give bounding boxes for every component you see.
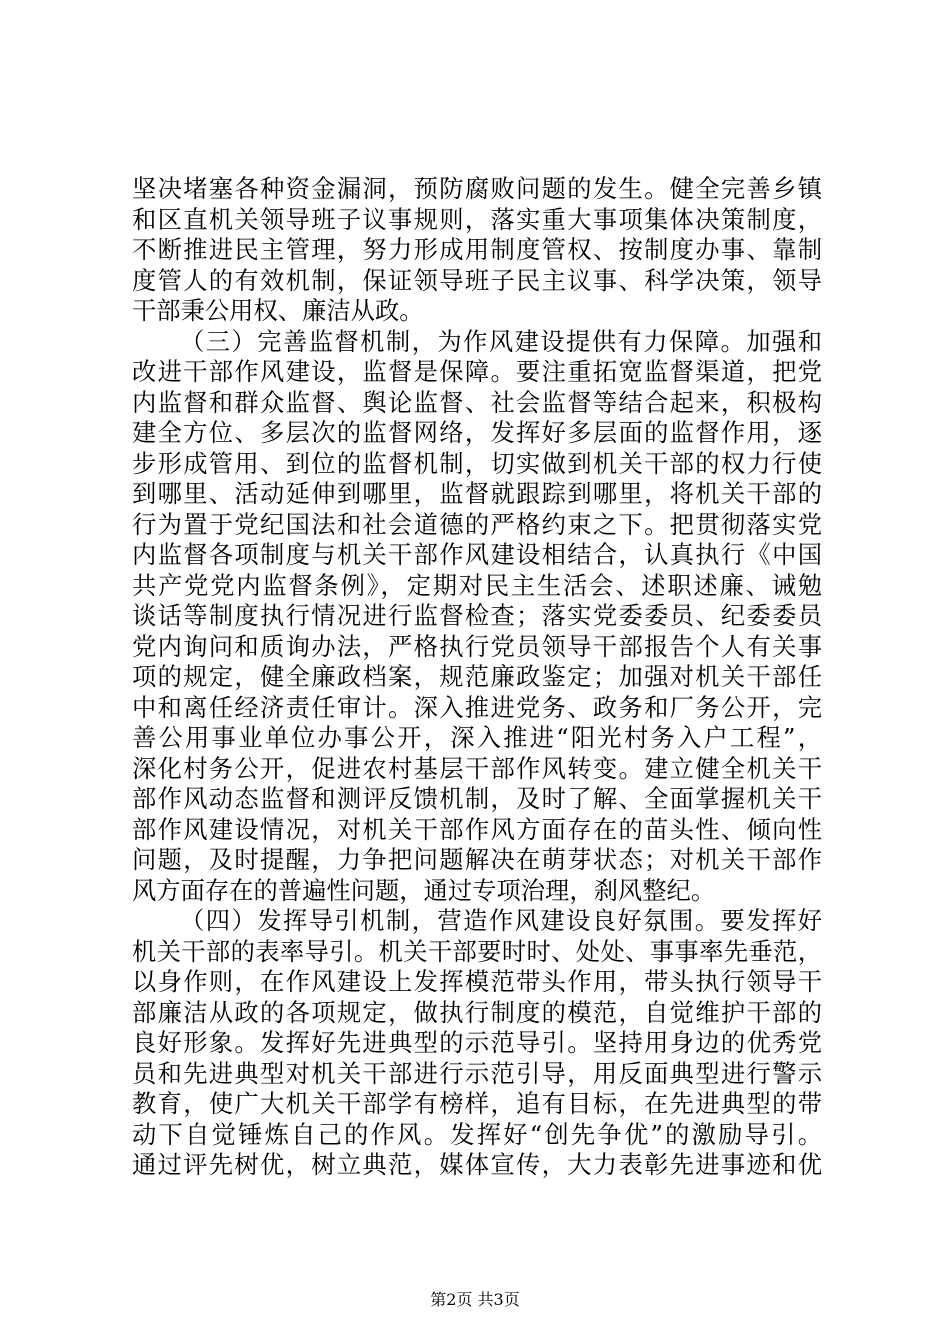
text-line: 中和离任经济责任审计。深入推进党务、政务和厂务公开，完	[132, 692, 822, 722]
text-line: 部作风建设情况，对机关干部作风方面存在的苗头性、倾向性	[132, 814, 822, 844]
text-line: 教育，使广大机关干部学有榜样，追有目标，在先进典型的带	[132, 1089, 822, 1118]
text-line: 和区直机关领导班子议事规则，落实重大事项集体决策制度，	[132, 204, 822, 234]
text-line: 部作风动态监督和测评反馈机制，及时了解、全面掌握机关干	[132, 784, 822, 813]
text-line: 员和先进典型对机关干部进行示范引导，用反面典型进行警示	[132, 1058, 822, 1088]
text-line: 内监督和群众监督、舆论监督、社会监督等结合起来，积极构	[132, 387, 822, 417]
text-line: 以身作则，在作风建设上发挥模范带头作用，带头执行领导干	[132, 967, 822, 996]
text-line: 干部秉公用权、廉洁从政。	[132, 296, 424, 325]
text-line: 风方面存在的普遍性问题，通过专项治理，刹风整纪。	[132, 875, 716, 905]
text-line: 部廉洁从政的各项规定，做执行制度的模范，自觉维护干部的	[132, 997, 822, 1027]
text-line: 动下自觉锤炼自己的作风。发挥好“创先争优”的激励导引。	[132, 1119, 822, 1149]
text-line: 项的规定，健全廉政档案，规范廉政鉴定；加强对机关干部任	[132, 662, 822, 691]
text-line: 步形成管用、到位的监督机制，切实做到机关干部的权力行使	[132, 448, 822, 478]
text-line: 善公用事业单位办事公开，深入推进“阳光村务入户工程”，	[132, 723, 822, 752]
text-line: 建全方位、多层次的监督网络，发挥好多层面的监督作用，逐	[132, 418, 822, 447]
text-line: 坚决堵塞各种资金漏洞，预防腐败问题的发生。健全完善乡镇	[132, 174, 822, 203]
text-line: 行为置于党纪国法和社会道德的严格约束之下。把贯彻落实党	[132, 509, 822, 539]
text-line: 机关干部的表率导引。机关干部要时时、处处、事事率先垂范，	[132, 936, 822, 966]
text-line: 良好形象。发挥好先进典型的示范导引。坚持用身边的优秀党	[132, 1028, 822, 1057]
text-line: 到哪里、活动延伸到哪里，监督就跟踪到哪里，将机关干部的	[132, 479, 822, 508]
text-line: 通过评先树优，树立典范，媒体宣传，大力表彰先进事迹和优	[132, 1150, 822, 1179]
text-line: 党内询问和质询办法，严格执行党员领导干部报告个人有关事	[132, 631, 822, 661]
text-line: 问题，及时提醒，力争把问题解决在萌芽状态；对机关干部作	[132, 845, 822, 874]
paragraph-first-line: （四）发挥导引机制，营造作风建设良好氛围。要发挥好	[180, 906, 822, 935]
text-line: 深化村务公开，促进农村基层干部作风转变。建立健全机关干	[132, 753, 822, 783]
text-line: 度管人的有效机制，保证领导班子民主议事、科学决策，领导	[132, 265, 822, 295]
text-line: 不断推进民主管理，努力形成用制度管权、按制度办事、靠制	[132, 235, 822, 264]
text-line: 内监督各项制度与机关干部作风建设相结合，认真执行《中国	[132, 540, 822, 569]
text-line: 共产党党内监督条例》，定期对民主生活会、述职述廉、诫勉	[132, 570, 822, 600]
text-line: 改进干部作风建设，监督是保障。要注重拓宽监督渠道，把党	[132, 357, 822, 386]
text-line: 谈话等制度执行情况进行监督检查；落实党委委员、纪委委员	[132, 601, 822, 630]
paragraph-first-line: （三）完善监督机制，为作风建设提供有力保障。加强和	[180, 326, 822, 356]
page-footer: 第2页 共3页	[430, 1290, 520, 1309]
document-body	[132, 174, 822, 1181]
